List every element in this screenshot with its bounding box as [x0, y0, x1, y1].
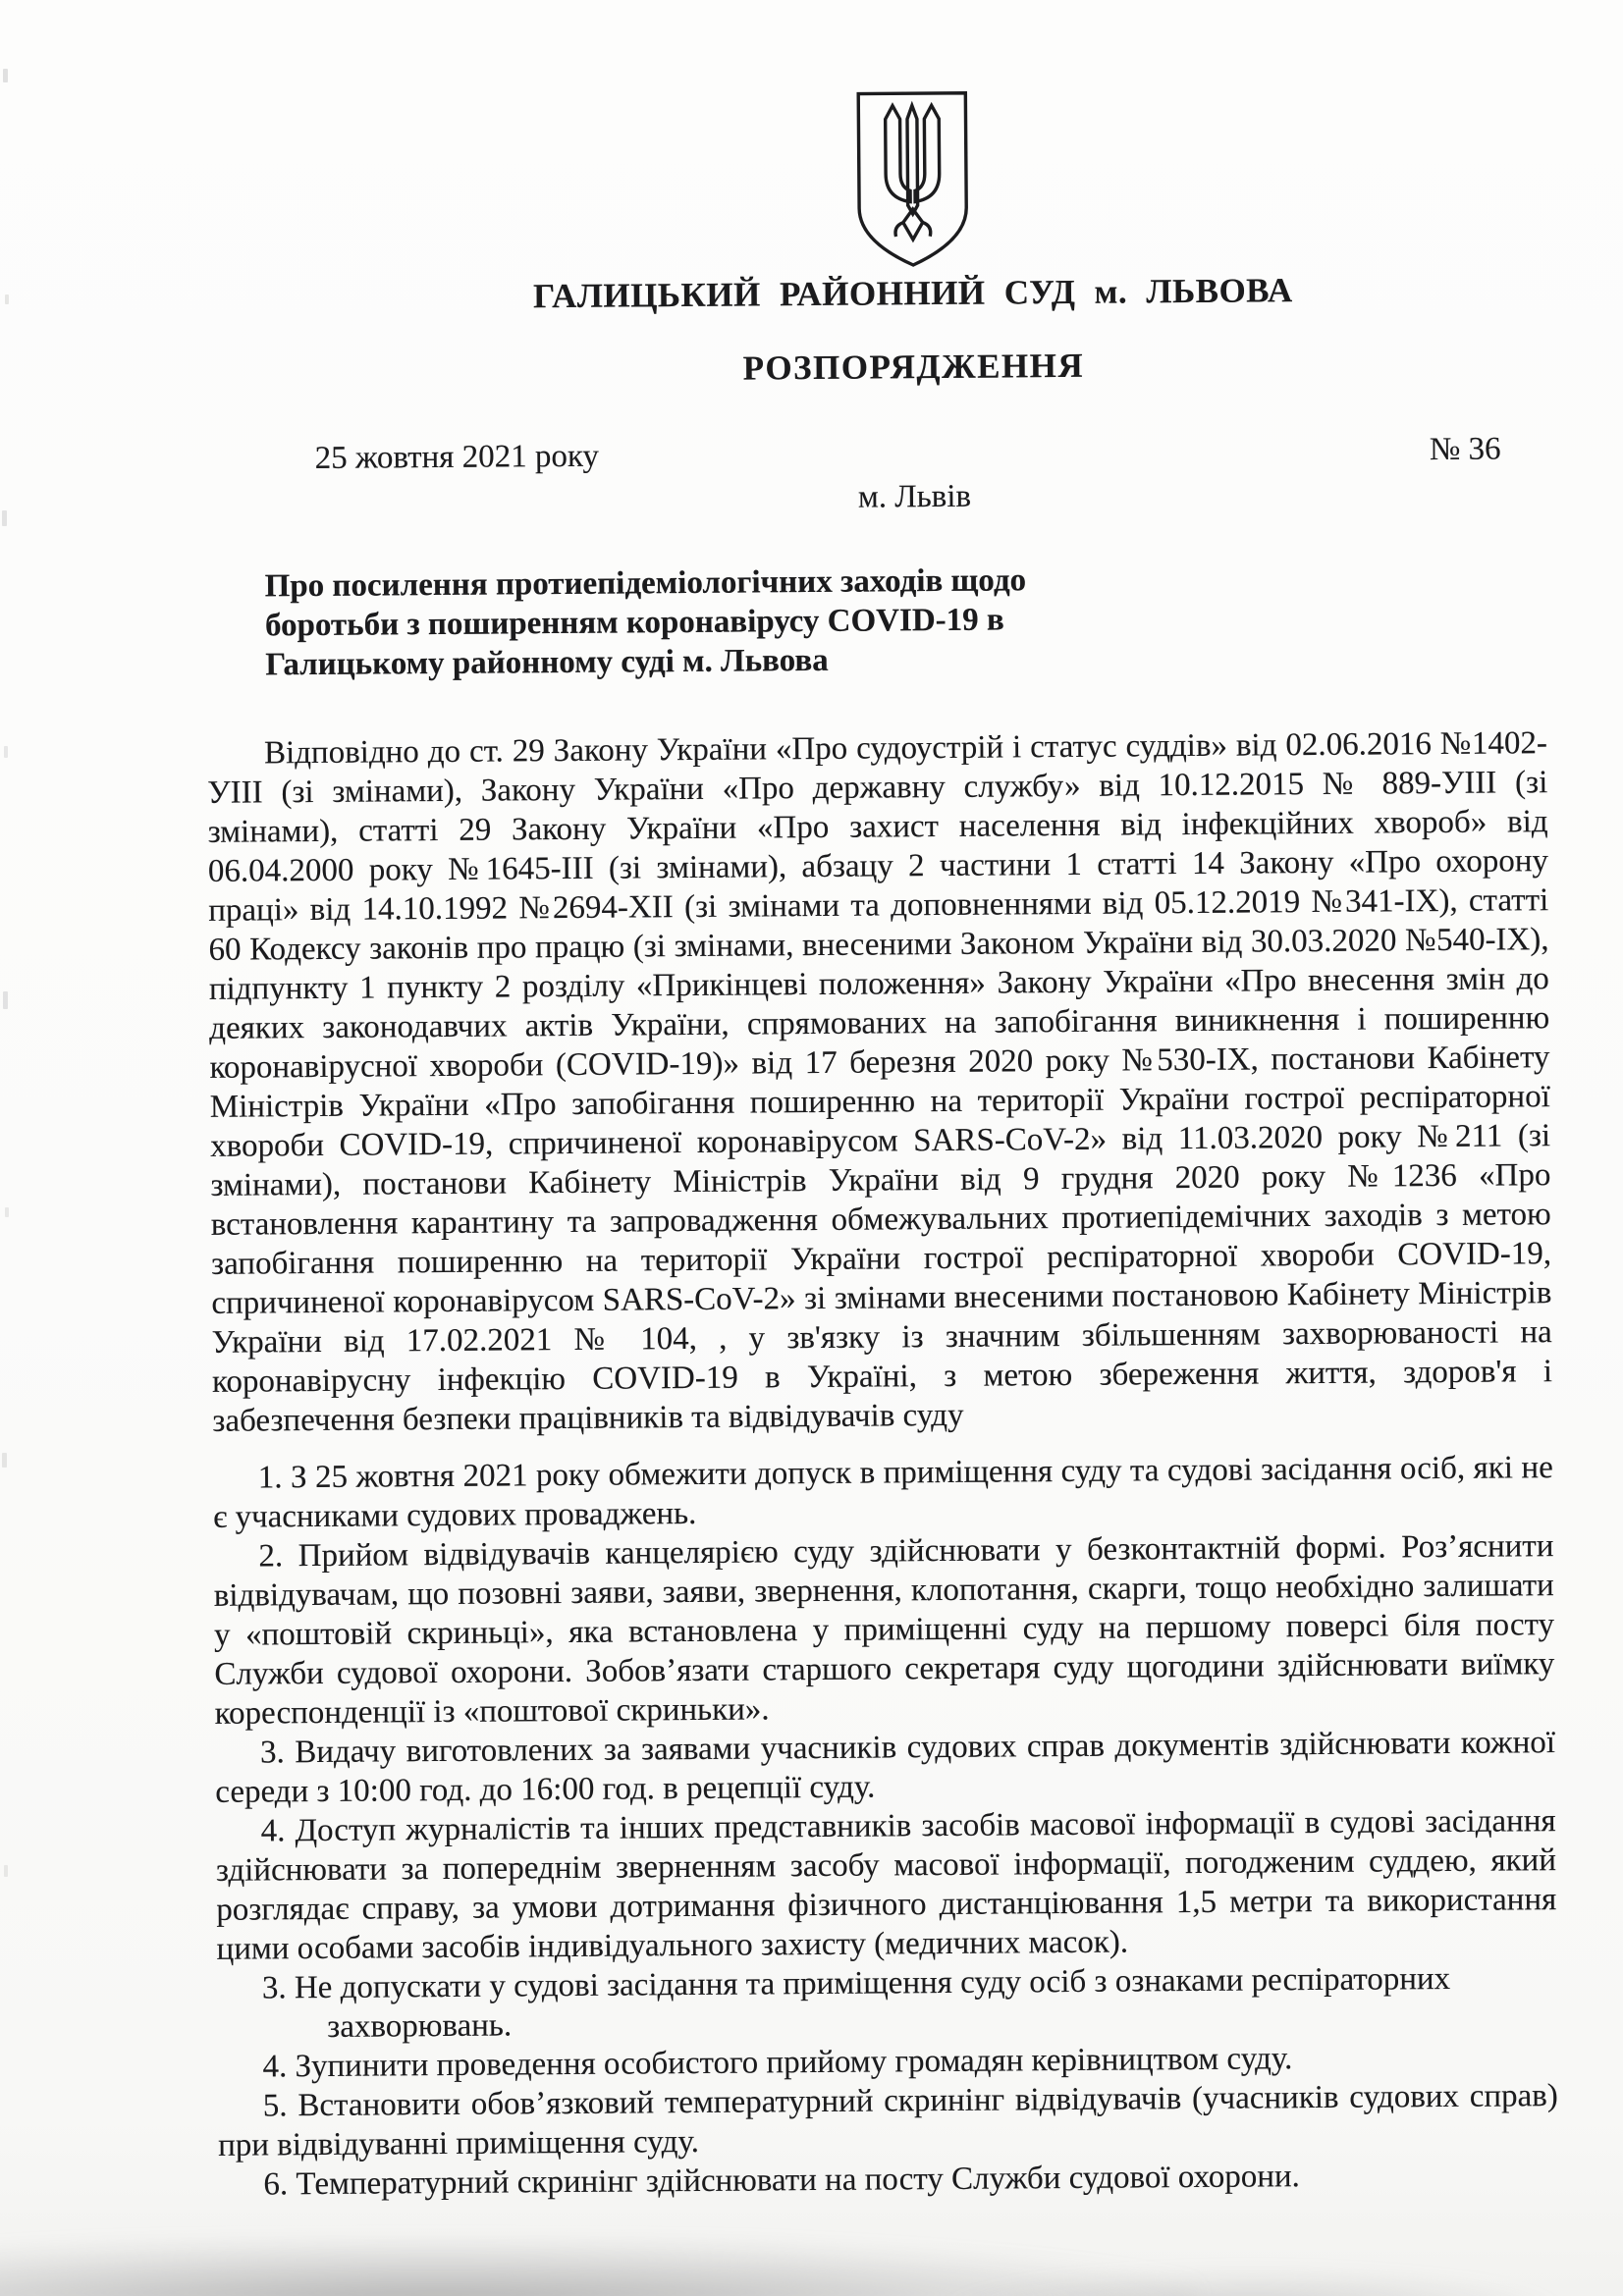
scan-artifact-edge-speck [2, 1453, 7, 1468]
list-item [215, 1723, 1556, 1812]
scan-artifact-bottom-smudge [933, 2267, 1571, 2296]
item-text: Видачу виготовлених за заявами учасників судових справ документів здійснювати кожної середи з 10:00 год. до 16:00 год. в рецепції суду. [215, 1725, 1556, 1810]
item-text: Зупинити проведення особистого прийому громадян керівництвом суду. [295, 2041, 1293, 2085]
list-item [217, 1959, 1487, 2048]
list-item [213, 1526, 1555, 1734]
item-number: 3. [261, 1970, 287, 2006]
scan-artifact-edge-speck [3, 991, 8, 1009]
item-number: 4. [260, 1813, 286, 1849]
scan-artifact-edge-speck [5, 294, 9, 304]
document-date: 25 жовтня 2021 року [314, 438, 600, 476]
item-number: 4. [262, 2049, 288, 2085]
scan-artifact-edge-speck [3, 69, 8, 82]
preamble-paragraph: Відповідно до ст. 29 Закону України «Про судоустрій і статус суддів» від 02.06.2016 №1402-УІІІ (зі змінами), Закону України «Про державну службу» від 10.12.2015 № 889-УІІІ (зі змінами), статті 29 Закону України «Про захист населення від інфекційних хвороб» від 06.04.2000 року №1645-ІІІ (зі змінами), абзацу 2 частини 1 статті 14 Закону «Про охорону праці» від 14.10.1992 №2694-ХІІ (зі змінами та доповненнями від 05.12.2019 №341-ІХ), статті 60 Кодексу законів про працю (зі змінами, внесеними Законом України від 30.03.2020 №540-ІХ), підпункту 1 пункту 2 розділу «Прикінцеві положення» Закону України «Про внесення змін до деяких законодавчих актів України, спрямованих на запобігання виникнення і поширенню коронавірусної хвороби (COVID-19)» від 17 березня 2020 року №530-ІХ, постанови Кабінету Міністрів України «Про запобігання поширенню на території України гострої респіраторної хвороби COVID-19, спричиненої коронавірусом SARS-CoV-2» від 11.03.2020 року №211 (зі змінами), постанови Кабінету Міністрів України від 9 грудня 2020 року №1236 «Про встановлення карантину та запровадження обмежувальних протиепідемічних заходів з метою запобігання поширенню на території України гострої респіраторної хвороби COVID-19, спричиненої коронавірусом SARS-CoV-2» зі змінами внесеними постановою Кабінету Міністрів України від 17.02.2021 № 104, , у зв'язку із значним збільшенням захворюваності на коронавірусну інфекцію COVID-19 в Україні, з метою збереження життя, здоров'я і забезпечення безпеки працівників та відвідувачів суду [207, 725, 1553, 1439]
list-item [213, 1448, 1554, 1537]
court-name: ГАЛИЦЬКИЙ РАЙОННИЙ СУД м. ЛЬВОВА [532, 271, 1293, 316]
item-number: 3. [259, 1735, 285, 1771]
item-text: З 25 жовтня 2021 року обмежити допуск в приміщення суду та судові засідання осіб, які не є учасниками судових проваджень. [212, 1450, 1553, 1535]
item-text: Доступ журналістів та інших представників засобів масової інформації в судові засідання здійснювати за попереднім зверненням засобу масової інформації, погодженим суддею, який розглядає справу, за умови дотримання фізичного дистанціювання 1,5 метри та використання цими особами засобів індивідуального захисту (медичних масок). [215, 1803, 1557, 1967]
scan-artifact-edge-speck [5, 1207, 9, 1217]
scan-artifact-edge-speck [4, 1865, 8, 1877]
item-text: Температурний скринінг здійснювати на посту Служби судової охорони. [296, 2159, 1300, 2203]
ukraine-trident-emblem-icon [281, 83, 1543, 276]
list-item [215, 1801, 1556, 1969]
document-place: м. Львів [857, 478, 972, 515]
document-number: № 36 [1429, 431, 1501, 468]
item-number: 5. [262, 2088, 288, 2124]
item-text: Прийом відвідувачів канцелярією суду здійснювати у безконтактній формі. Роз’яснити відвідувачам, що позовні заяви, заяви, звернення, клопотання, скарги, тощо необхідно залишати у «поштовій скриньці», яка встановлена у приміщенні суду на першому поверсі біля посту Служби судової охорони. Зобов’язати старшого секретаря суду щогодини здійснювати виїмку кореспонденції із «поштової скриньки». [213, 1528, 1555, 1732]
list-item [218, 2076, 1559, 2165]
ordered-items-primary [213, 1448, 1557, 1969]
document-header [281, 83, 1544, 319]
item-number: 2. [258, 1538, 284, 1575]
scan-artifact-edge-speck [4, 746, 8, 758]
date-number-row [205, 429, 1545, 479]
item-number: 1. [257, 1460, 283, 1496]
document-type-title: РОЗПОРЯДЖЕННЯ [742, 346, 1085, 388]
item-text: Встановити обов’язковий температурний скринінг відвідувачів (учасників судових справ) при відвідуванні приміщення суду. [218, 2078, 1558, 2163]
document-subject: Про посилення протиепідеміологічних заходів щодо боротьби з поширенням коронавірусу COVID-19 в Галицькому районному суді м. Львова [264, 562, 1027, 683]
item-number: 6. [263, 2166, 289, 2203]
scan-artifact-edge-speck [2, 510, 7, 526]
item-text: Не допускати у судові засідання та приміщення суду осіб з ознаками респіраторних захворювань. [294, 1960, 1451, 2045]
ordered-items-secondary [217, 1958, 1559, 2205]
